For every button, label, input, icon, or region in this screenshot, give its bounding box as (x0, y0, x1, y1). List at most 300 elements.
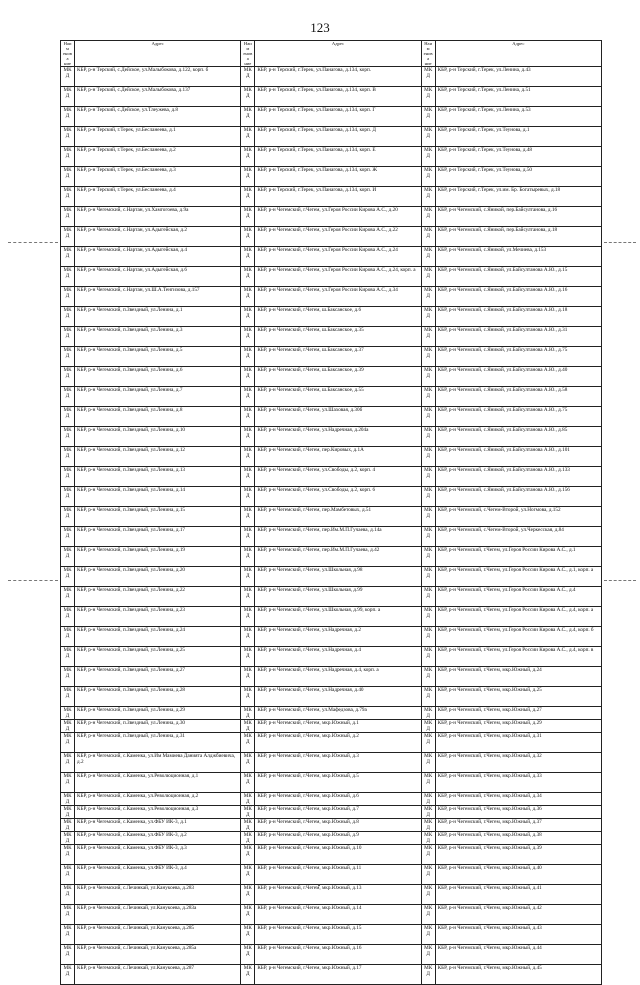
address-cell: КБР, р-н Чегемский, с.Нартан, ул.Адыгейская, д.4 (75, 247, 241, 267)
address-cell: КБР, р-н Чегемский, п.Звездный, ул.Ленина, д.8 (75, 407, 241, 427)
type-cell: МКД (241, 327, 255, 347)
address-cell: КБР, р-н Терский, г.Терек, ул.Панагова, д.134, корп. И (255, 187, 421, 207)
type-cell: МКД (421, 147, 435, 167)
address-cell: КБР, р-н Чегемский, с.Яникой, ул.Байсултанова А.Ю., д.18 (435, 307, 601, 327)
type-cell: МКД (61, 187, 75, 207)
address-cell: КБР, р-н Чегемский, г.Чегем, мкр.Южный, д.44 (435, 945, 601, 965)
type-cell: МКД (421, 267, 435, 287)
address-cell: КБР, р-н Чегемский, г.Чегем, мкр.Южный, д.6 (255, 793, 421, 806)
type-cell: МКД (61, 167, 75, 187)
type-cell: МКД (241, 733, 255, 753)
type-cell: МКД (421, 447, 435, 467)
type-cell: МКД (421, 647, 435, 667)
table-row (61, 945, 602, 965)
table-row (61, 427, 602, 447)
type-cell: МКД (61, 527, 75, 547)
address-cell: КБР, р-н Чегемский, г.Чегем, мкр.Южный, д.27 (435, 707, 601, 720)
header-address: Адрес (75, 41, 241, 67)
table-row (61, 965, 602, 985)
table-row (61, 865, 602, 885)
type-cell: МКД (241, 367, 255, 387)
type-cell: МКД (61, 227, 75, 247)
header-type: Наим енова ние (61, 41, 75, 67)
address-cell: КБР, р-н Чегемский, г.Чегем, мкр.Южный, д.36 (435, 806, 601, 819)
address-cell: КБР, р-н Чегемский, г.Чегем, ул.Шаховая, д.30б (255, 407, 421, 427)
header-row (61, 41, 602, 67)
address-cell: КБР, р-н Чегемский, с.Нартан, ул.Адыгейская, д.2 (75, 227, 241, 247)
address-cell: КБР, р-н Чегемский, г.Чегем, мкр.Южный, д.43 (435, 925, 601, 945)
header-address: Адрес (255, 41, 421, 67)
table-row (61, 720, 602, 733)
type-cell: МКД (241, 647, 255, 667)
address-cell: КБР, р-н Чегемский, г.Чегем, ул.Героя России Кирова А.С., д.24, корп. а (255, 267, 421, 287)
type-cell: МКД (241, 819, 255, 832)
address-cell: КБР, р-н Чегемский, г.Чегем, ул.Героя России Кирова А.С., д.1, корп. а (435, 567, 601, 587)
type-cell: МКД (421, 587, 435, 607)
address-cell: КБР, р-н Чегемский, с.Каменка, ул.ФБУ ИК-3, д.3 (75, 845, 241, 865)
address-cell: КБР, р-н Чегемский, г.Чегем, мкр.Южный, д.40 (435, 865, 601, 885)
address-cell: КБР, р-н Терский, г.Терек, ул.Бесланеева, д.2 (75, 147, 241, 167)
table-row (61, 832, 602, 845)
type-cell: МКД (241, 567, 255, 587)
table-row (61, 207, 602, 227)
type-cell: МКД (421, 793, 435, 806)
address-cell: КБР, р-н Чегемский, п.Звездный, ул.Ленина, д.1 (75, 307, 241, 327)
type-cell: МКД (241, 87, 255, 107)
type-cell: МКД (241, 587, 255, 607)
table-row (61, 87, 602, 107)
address-cell: КБР, р-н Чегемский, п.Звездный, ул.Ленина, д.28 (75, 687, 241, 707)
type-cell: МКД (241, 773, 255, 793)
type-cell: МКД (61, 507, 75, 527)
table-body (61, 67, 602, 985)
address-cell: КБР, р-н Чегемский, п.Звездный, ул.Ленина, д.14 (75, 487, 241, 507)
address-cell: КБР, р-н Чегемский, г.Чегем, ш.Баксанское, д.35 (255, 327, 421, 347)
address-cell: КБР, р-н Терский, г.Терек, ул.Панагова, д.134, корп. (255, 67, 421, 87)
address-cell: КБР, р-н Чегемский, п.Звездный, ул.Ленина, д.25 (75, 647, 241, 667)
table-row (61, 467, 602, 487)
table-row (61, 267, 602, 287)
type-cell: МКД (241, 607, 255, 627)
type-cell: МКД (241, 467, 255, 487)
type-cell: МКД (421, 527, 435, 547)
type-cell: МКД (61, 107, 75, 127)
address-cell: КБР, р-н Чегемский, г.Чегем, ул.Надречная, д.4 (255, 647, 421, 667)
type-cell: МКД (241, 687, 255, 707)
type-cell: МКД (421, 965, 435, 985)
type-cell: МКД (421, 845, 435, 865)
address-cell: КБР, р-н Терский, г.Терек, ул.Панагова, д.134, корп. Е (255, 147, 421, 167)
address-cell: КБР, р-н Чегемский, п.Звездный, ул.Ленина, д.15 (75, 507, 241, 527)
address-cell: КБР, р-н Терский, г.Терек, ул.Бесланеева, д.1 (75, 127, 241, 147)
type-cell: МКД (421, 865, 435, 885)
type-cell: МКД (241, 793, 255, 806)
address-cell: КБР, р-н Чегемский, п.Звездный, ул.Ленина, д.13 (75, 467, 241, 487)
address-cell: КБР, р-н Чегемский, г.Чегем, ул.Свободы, д.2, корп. 6 (255, 487, 421, 507)
type-cell: МКД (61, 447, 75, 467)
address-cell: КБР, р-н Терский, г.Терек, ул.Панагова, д.134, корп. Д (255, 127, 421, 147)
address-cell: КБР, р-н Чегемский, с.Каменка, ул.Им Мамиева Данията Алджбиевича, д.2 (75, 753, 241, 773)
address-cell: КБР, р-н Чегемский, п.Звездный, ул.Ленина, д.24 (75, 627, 241, 647)
header-address: Адрес (435, 41, 601, 67)
type-cell: МКД (421, 287, 435, 307)
address-cell: КБР, р-н Терский, г.Терек, ул.Ленина, д.53 (435, 107, 601, 127)
type-cell: МКД (61, 327, 75, 347)
type-cell: МКД (61, 407, 75, 427)
table-row (61, 885, 602, 905)
address-cell: КБР, р-н Чегемский, с.Яникой, ул.Байсултанова А.Ю., д.75 (435, 347, 601, 367)
type-cell: МКД (241, 507, 255, 527)
address-cell: КБР, р-н Чегемский, г.Чегем, ш.Баксанское, д.39 (255, 367, 421, 387)
type-cell: МКД (61, 965, 75, 985)
address-cell: КБР, р-н Чегемский, г.Чегем, пер.Им.М.П.Гучаева, д.42 (255, 547, 421, 567)
type-cell: МКД (61, 865, 75, 885)
address-cell: КБР, р-н Чегемский, с.Яникой, ул.Байсултанова А.Ю., д.58 (435, 387, 601, 407)
type-cell: МКД (241, 720, 255, 733)
table-row (61, 773, 602, 793)
type-cell: МКД (421, 67, 435, 87)
type-cell: МКД (61, 773, 75, 793)
address-cell: КБР, р-н Терский, г.Терек, ул.Бесланеева, д.4 (75, 187, 241, 207)
table-row (61, 227, 602, 247)
address-cell: КБР, р-н Чегемский, с.Каменка, ул.ФБУ ИК-3, д.1 (75, 819, 241, 832)
table-row (61, 187, 602, 207)
type-cell: МКД (61, 720, 75, 733)
address-cell: КБР, р-н Чегемский, г.Чегем, мкр.Южный, д.38 (435, 832, 601, 845)
address-cell: КБР, р-н Чегемский, г.Чегем, пер.Им.М.П.Гучаева, д.14а (255, 527, 421, 547)
address-cell: КБР, р-н Чегемский, с.Каменка, ул.Революционная, д.2 (75, 793, 241, 806)
type-cell: МКД (61, 387, 75, 407)
type-cell: МКД (421, 905, 435, 925)
address-cell: КБР, р-н Чегемский, с.Яникой, ул.Байсултанова А.Ю., д.75 (435, 407, 601, 427)
type-cell: МКД (241, 267, 255, 287)
type-cell: МКД (241, 627, 255, 647)
type-cell: МКД (241, 247, 255, 267)
address-cell: КБР, р-н Чегемский, п.Звездный, ул.Ленина, д.3 (75, 327, 241, 347)
type-cell: МКД (241, 885, 255, 905)
type-cell: МКД (61, 547, 75, 567)
address-cell: КБР, р-н Чегемский, п.Звездный, ул.Ленина, д.19 (75, 547, 241, 567)
type-cell: МКД (241, 407, 255, 427)
address-cell: КБР, р-н Терский, г.Терек, ул.Теунова, д.48 (435, 147, 601, 167)
address-cell: КБР, р-н Чегемский, г.Чегем, мкр.Южный, д.39 (435, 845, 601, 865)
address-cell: КБР, р-н Чегемский, г.Чегем, мкр.Южный, д.11 (255, 865, 421, 885)
address-cell: КБР, р-н Чегемский, г.Чегем, мкр.Южный, д.25 (435, 687, 601, 707)
type-cell: МКД (421, 687, 435, 707)
type-cell: МКД (421, 547, 435, 567)
scan-dot (318, 884, 320, 886)
address-cell: КБР, р-н Чегемский, г.Чегем, ул.Мафедзова, д.79а (255, 707, 421, 720)
type-cell: МКД (241, 667, 255, 687)
type-cell: МКД (61, 347, 75, 367)
type-cell: МКД (61, 487, 75, 507)
table-row (61, 127, 602, 147)
table-row (61, 67, 602, 87)
address-cell: КБР, р-н Чегемский, с.Лечинкай, ул.Канукоева, д.285а (75, 945, 241, 965)
address-cell: КБР, р-н Чегемский, г.Чегем, мкр.Южный, д.37 (435, 819, 601, 832)
address-cell: КБР, р-н Чегемский, г.Чегем, ул.Героя России Кирова А.С., д.1 (435, 547, 601, 567)
address-cell: КБР, р-н Чегемский, г.Чегем, мкр.Южный, д.34 (435, 793, 601, 806)
type-cell: МКД (61, 733, 75, 753)
type-cell: МКД (421, 307, 435, 327)
address-cell: КБР, р-н Чегемский, г.Чегем, мкр.Южный, д.8 (255, 819, 421, 832)
address-cell: КБР, р-н Чегемский, г.Чегем, мкр.Южный, д.1 (255, 720, 421, 733)
type-cell: МКД (241, 387, 255, 407)
address-cell: КБР, р-н Чегемский, г.Чегем, мкр.Южный, д.15 (255, 925, 421, 945)
address-cell: КБР, р-н Чегемский, г.Чегем, ул.Героя России Кирова А.С., д.4, корп. в (435, 647, 601, 667)
type-cell: МКД (61, 607, 75, 627)
type-cell: МКД (241, 945, 255, 965)
address-cell: КБР, р-н Чегемский, с.Яникой, ул.Мечиева, д.153 (435, 247, 601, 267)
address-cell: КБР, р-н Чегемский, г.Чегем, ул.Героя России Кирова А.С., д.24 (255, 247, 421, 267)
type-cell: МКД (241, 925, 255, 945)
type-cell: МКД (421, 567, 435, 587)
type-cell: МКД (61, 287, 75, 307)
type-cell: МКД (421, 327, 435, 347)
table-row (61, 819, 602, 832)
address-cell: КБР, р-н Чегемский, г.Чегем, ул.Героя России Кирова А.С., д.20 (255, 207, 421, 227)
address-cell: КБР, р-н Чегемский, г.Чегем, мкр.Южный, д.9 (255, 832, 421, 845)
address-cell: КБР, р-н Чегемский, г.Чегем, мкр.Южный, д.10 (255, 845, 421, 865)
type-cell: МКД (61, 127, 75, 147)
address-cell: КБР, р-н Чегемский, п.Звездный, ул.Ленина, д.20 (75, 567, 241, 587)
type-cell: МКД (421, 107, 435, 127)
table-row (61, 793, 602, 806)
type-cell: МКД (241, 287, 255, 307)
table-row (61, 107, 602, 127)
type-cell: МКД (61, 806, 75, 819)
address-cell: КБР, р-н Чегемский, п.Звездный, ул.Ленина, д.23 (75, 607, 241, 627)
address-cell: КБР, р-н Терский, с.Дейское, ул.Малыбокова, д.122, корп. б (75, 67, 241, 87)
address-cell: КБР, р-н Терский, г.Терек, ул.им. Бр. Богатыревых, д.18 (435, 187, 601, 207)
type-cell: МКД (421, 167, 435, 187)
address-cell: КБР, р-н Чегемский, с.Каменка, ул.Революционная, д.1 (75, 773, 241, 793)
type-cell: МКД (421, 733, 435, 753)
type-cell: МКД (421, 832, 435, 845)
margin-cut-line (604, 242, 636, 243)
table-row (61, 167, 602, 187)
type-cell: МКД (421, 945, 435, 965)
address-cell: КБР, р-н Чегемский, с.Яникой, ул.Байсултанова А.Ю., д.31 (435, 327, 601, 347)
table-row (61, 647, 602, 667)
address-cell: КБР, р-н Чегемский, г.Чегем, мкр.Южный, д.33 (435, 773, 601, 793)
address-cell: КБР, р-н Чегемский, п.Звездный, ул.Ленина, д.17 (75, 527, 241, 547)
address-cell: КБР, р-н Чегемский, п.Звездный, ул.Ленина, д.27 (75, 667, 241, 687)
type-cell: МКД (61, 567, 75, 587)
address-cell: КБР, р-н Терский, с.Дейское, ул.Малыбокова, д.137 (75, 87, 241, 107)
address-cell: КБР, р-н Чегемский, п.Звездный, ул.Ленина, д.30 (75, 720, 241, 733)
type-cell: МКД (421, 487, 435, 507)
address-cell: КБР, р-н Чегемский, с.Нартан, ул.Ш.А.Тенгизова, д.157 (75, 287, 241, 307)
address-cell: КБР, р-н Чегемский, п.Звездный, ул.Ленина, д.22 (75, 587, 241, 607)
type-cell: МКД (241, 347, 255, 367)
address-cell: КБР, р-н Чегемский, г.Чегем, мкр.Южный, д.5 (255, 773, 421, 793)
type-cell: МКД (421, 885, 435, 905)
type-cell: МКД (421, 467, 435, 487)
address-cell: КБР, р-н Чегемский, с.Яникой, ул.Байсултанова А.Ю., д.15 (435, 267, 601, 287)
address-cell: КБР, р-н Чегемский, с.Каменка, ул.Революционная, д.3 (75, 806, 241, 819)
type-cell: МКД (61, 67, 75, 87)
header-type: Наим енова ние (421, 41, 435, 67)
type-cell: МКД (421, 667, 435, 687)
type-cell: МКД (61, 647, 75, 667)
type-cell: МКД (61, 832, 75, 845)
address-cell: КБР, р-н Чегемский, п.Звездный, ул.Ленина, д.7 (75, 387, 241, 407)
type-cell: МКД (61, 819, 75, 832)
table-row (61, 347, 602, 367)
table-row (61, 687, 602, 707)
address-cell: КБР, р-н Терский, с.Дейское, ул.Тлеужева, д.8 (75, 107, 241, 127)
address-cell: КБР, р-н Терский, г.Терек, ул.Панагова, д.134, корп. Ж (255, 167, 421, 187)
address-cell: КБР, р-н Терский, г.Терек, ул.Бесланеева, д.3 (75, 167, 241, 187)
type-cell: МКД (61, 467, 75, 487)
type-cell: МКД (241, 865, 255, 885)
type-cell: МКД (421, 773, 435, 793)
type-cell: МКД (241, 167, 255, 187)
type-cell: МКД (61, 925, 75, 945)
address-cell: КБР, р-н Терский, г.Терек, ул.Теунова, д.50 (435, 167, 601, 187)
type-cell: МКД (421, 247, 435, 267)
address-cell: КБР, р-н Чегемский, г.Чегем, мкр.Южный, д.2 (255, 733, 421, 753)
type-cell: МКД (421, 627, 435, 647)
address-cell: КБР, р-н Чегемский, г.Чегем, ш.Баксанское, д.55 (255, 387, 421, 407)
type-cell: МКД (241, 127, 255, 147)
address-cell: КБР, р-н Чегемский, г.Чегем, ул.Героя России Кирова А.С., д.22 (255, 227, 421, 247)
type-cell: МКД (61, 845, 75, 865)
table-row (61, 527, 602, 547)
type-cell: МКД (241, 207, 255, 227)
type-cell: МКД (421, 367, 435, 387)
address-cell: КБР, р-н Чегемский, с.Каменка, ул.ФБУ ИК-3, д.4 (75, 865, 241, 885)
header-type: Наим енова ние (241, 41, 255, 67)
address-cell: КБР, р-н Чегемский, г.Чегем, мкр.Южный, д.24 (435, 667, 601, 687)
margin-cut-line (604, 580, 636, 581)
address-cell: КБР, р-н Чегемский, с.Яникой, ул.Байсултанова А.Ю., д.40 (435, 367, 601, 387)
table-row (61, 287, 602, 307)
address-cell: КБР, р-н Чегемский, г.Чегем, ул.Школьная, д.99 (255, 587, 421, 607)
type-cell: МКД (61, 147, 75, 167)
type-cell: МКД (241, 67, 255, 87)
table-row (61, 845, 602, 865)
page-number: 123 (310, 20, 330, 35)
type-cell: МКД (61, 945, 75, 965)
type-cell: МКД (61, 667, 75, 687)
type-cell: МКД (241, 187, 255, 207)
address-cell: КБР, р-н Чегемский, п.Звездный, ул.Ленина, д.29 (75, 707, 241, 720)
type-cell: МКД (421, 347, 435, 367)
table-row (61, 367, 602, 387)
address-cell: КБР, р-н Чегемский, с.Чегем-Второй, ул.Черкесская, д.84 (435, 527, 601, 547)
address-cell: КБР, р-н Чегемский, г.Чегем, пер.Мамбетовых, д.51 (255, 507, 421, 527)
address-cell: КБР, р-н Чегемский, г.Чегем, ул.Героя России Кирова А.С., д.4, корп. а (435, 607, 601, 627)
address-cell: КБР, р-н Чегемский, с.Лечинкай, ул.Канукоева, д.287 (75, 965, 241, 985)
type-cell: МКД (421, 227, 435, 247)
type-cell: МКД (61, 247, 75, 267)
type-cell: МКД (61, 885, 75, 905)
address-cell: КБР, р-н Чегемский, г.Чегем, пер.Кировых, д.1А (255, 447, 421, 467)
table-row (61, 667, 602, 687)
address-cell: КБР, р-н Терский, г.Терек, ул.Панагова, д.134, корп. В (255, 87, 421, 107)
address-cell: КБР, р-н Чегемский, г.Чегем, мкр.Южный, д.13 (255, 885, 421, 905)
address-cell: КБР, р-н Чегемский, с.Лечинкай, ул.Канукоева, д.285 (75, 925, 241, 945)
type-cell: МКД (241, 107, 255, 127)
table-row (61, 247, 602, 267)
table-row (61, 925, 602, 945)
type-cell: МКД (61, 627, 75, 647)
type-cell: МКД (61, 753, 75, 773)
address-cell: КБР, р-н Чегемский, г.Чегем, ул.Героя России Кирова А.С., д.4 (435, 587, 601, 607)
table-row (61, 327, 602, 347)
address-cell: КБР, р-н Чегемский, с.Нартан, ул.Адыгейская, д.6 (75, 267, 241, 287)
table-row (61, 447, 602, 467)
type-cell: МКД (421, 127, 435, 147)
table-row (61, 487, 602, 507)
table-row (61, 507, 602, 527)
address-cell: КБР, р-н Чегемский, г.Чегем, мкр.Южный, д.14 (255, 905, 421, 925)
type-cell: МКД (421, 925, 435, 945)
address-cell: КБР, р-н Чегемский, г.Чегем, ш.Баксанское, д.6 (255, 307, 421, 327)
type-cell: МКД (61, 687, 75, 707)
table-row (61, 707, 602, 720)
address-cell: КБР, р-н Чегемский, с.Яникой, пер.Байсултанова, д.18 (435, 227, 601, 247)
margin-cut-line (8, 580, 58, 581)
address-cell: КБР, р-н Чегемский, г.Чегем, мкр.Южный, д.17 (255, 965, 421, 985)
address-cell: КБР, р-н Чегемский, п.Звездный, ул.Ленина, д.31 (75, 733, 241, 753)
address-cell: КБР, р-н Чегемский, с.Яникой, пер.Байсултанова, д.16 (435, 207, 601, 227)
type-cell: МКД (241, 427, 255, 447)
type-cell: МКД (61, 427, 75, 447)
type-cell: МКД (421, 753, 435, 773)
address-cell: КБР, р-н Чегемский, г.Чегем, ш.Баксанское, д.37 (255, 347, 421, 367)
type-cell: МКД (61, 87, 75, 107)
address-cell: КБР, р-н Чегемский, с.Нартан, ул.Хамгогоева, д.9а (75, 207, 241, 227)
type-cell: МКД (241, 806, 255, 819)
address-cell: КБР, р-н Чегемский, г.Чегем, мкр.Южный, д.41 (435, 885, 601, 905)
table-row (61, 547, 602, 567)
type-cell: МКД (421, 806, 435, 819)
table-row (61, 567, 602, 587)
type-cell: МКД (241, 832, 255, 845)
table-row (61, 587, 602, 607)
type-cell: МКД (61, 905, 75, 925)
address-cell: КБР, р-н Чегемский, с.Яникой, ул.Байсултанова А.Ю., д.16 (435, 287, 601, 307)
address-cell: КБР, р-н Чегемский, п.Звездный, ул.Ленина, д.12 (75, 447, 241, 467)
address-cell: КБР, р-н Чегемский, п.Звездный, ул.Ленина, д.10 (75, 427, 241, 447)
address-cell: КБР, р-н Чегемский, с.Каменка, ул.ФБУ ИК-3, д.2 (75, 832, 241, 845)
address-cell: КБР, р-н Чегемский, г.Чегем, ул.Героя России Кирова А.С., д.4, корп. б (435, 627, 601, 647)
address-cell: КБР, р-н Чегемский, г.Чегем, ул.Свободы, д.2, корп. 4 (255, 467, 421, 487)
table-row (61, 607, 602, 627)
table-row (61, 733, 602, 753)
type-cell: МКД (61, 367, 75, 387)
table-row (61, 307, 602, 327)
type-cell: МКД (61, 207, 75, 227)
type-cell: МКД (61, 307, 75, 327)
address-cell: КБР, р-н Чегемский, с.Чегем-Второй, ул.Ногмова, д.152 (435, 507, 601, 527)
type-cell: МКД (241, 547, 255, 567)
address-cell: КБР, р-н Терский, г.Терек, ул.Ленина, д.51 (435, 87, 601, 107)
type-cell: МКД (241, 147, 255, 167)
address-cell: КБР, р-н Чегемский, с.Яникой, ул.Байсултанова А.Ю., д.101 (435, 447, 601, 467)
address-cell: КБР, р-н Чегемский, г.Чегем, ул.Надречная, д.40 (255, 687, 421, 707)
type-cell: МКД (421, 607, 435, 627)
table-row (61, 806, 602, 819)
address-cell: КБР, р-н Чегемский, г.Чегем, мкр.Южный, д.42 (435, 905, 601, 925)
address-cell: КБР, р-н Чегемский, г.Чегем, ул.Надречная, д.204а (255, 427, 421, 447)
type-cell: МКД (241, 707, 255, 720)
address-cell: КБР, р-н Чегемский, г.Чегем, ул.Героя России Кирова А.С., д.34 (255, 287, 421, 307)
address-cell: КБР, р-н Чегемский, г.Чегем, ул.Школьная, д.98 (255, 567, 421, 587)
